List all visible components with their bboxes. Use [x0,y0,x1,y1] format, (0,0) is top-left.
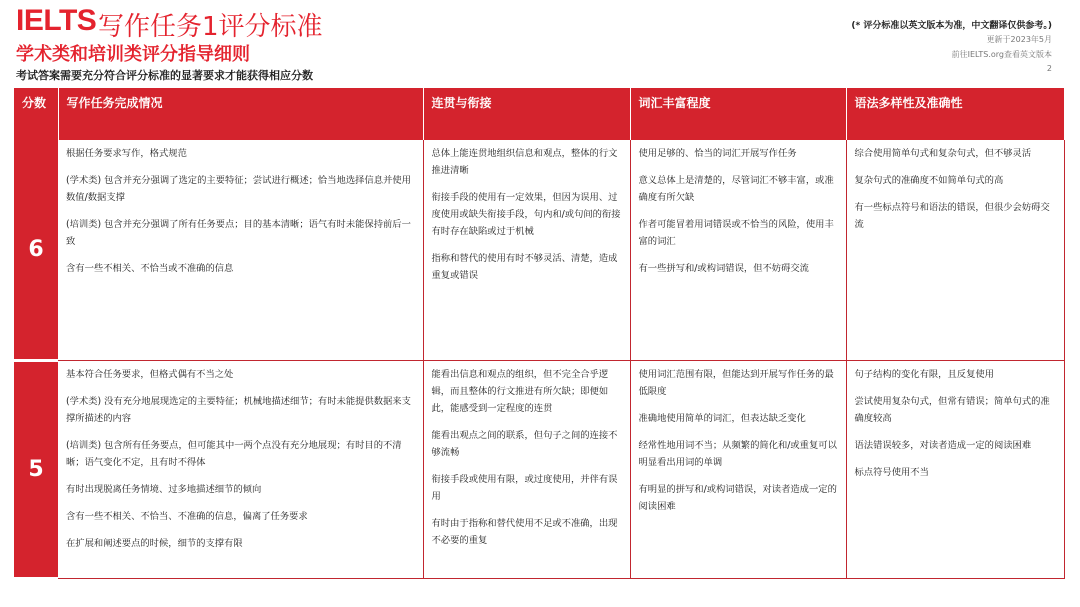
descriptor: 经常性地用词不当；从频繁的简化和/或重复可以明显看出用词的单调 [638,440,837,468]
lexical-cell [630,361,846,579]
column-header-grammar: 语法多样性及准确性 [846,88,1064,140]
table-header-row [14,88,1064,140]
descriptor: 基本符合任务要求，但格式偶有不当之处 [66,369,234,380]
band-score: 6 [14,140,58,361]
descriptor: (学术类) 没有充分地展现选定的主要特征；机械地描述细节；有时未能提供数据来支撑所描述的内容 [66,396,411,424]
descriptor: (培训类) 包含所有任务要点，但可能其中一两个点没有充分地展现；有时目的不清晰；语气变化不定，且有时不得体 [66,440,402,468]
descriptor: 作者可能冒着用词错误或不恰当的风险，使用丰富的词汇 [638,219,834,247]
table-row-band-6 [14,140,1064,361]
descriptor: 尝试使用复杂句式，但常有错误；简单句式的准确度较高 [854,396,1050,424]
descriptor: 使用词汇范围有限，但能达到开展写作任务的最低限度 [638,369,834,397]
criteria-table [14,88,1065,580]
task-cell [58,361,423,579]
descriptor: 语法错误较多，对读者造成一定的阅读困难 [854,440,1032,451]
descriptor: 含有一些不相关、不恰当或不准确的信息 [66,263,234,274]
descriptor: (学术类) 包含并充分强调了选定的主要特征；尝试进行概述；恰当地选择信息并使用数值/数据支撑 [66,175,411,203]
descriptor: 有时由于指称和替代使用不足或不准确，出现不必要的重复 [431,518,618,546]
descriptor: 有时出现脱离任务情境、过多地描述细节的倾向 [66,484,262,495]
descriptor: 标点符号使用不当 [854,467,929,478]
grammar-cell [846,140,1064,361]
descriptor: 复杂句式的准确度不如简单句式的高 [854,175,1004,186]
band-score: 5 [14,361,58,579]
page-description: 考试答案需要充分符合评分标准的显著要求才能获得相应分数 [16,69,313,82]
page-header [0,0,1080,92]
task-cell [58,140,423,361]
descriptor: 句子结构的变化有限，且反复使用 [854,369,994,380]
descriptor: 有一些标点符号和语法的错误，但很少会妨碍交流 [854,202,1050,230]
column-header-score: 分数 [14,88,58,140]
page-number: 2 [1046,64,1052,73]
descriptor: (培训类) 包含并充分强调了所有任务要点；目的基本清晰；语气有时未能保持前后一致 [66,219,411,247]
lexical-cell [630,140,846,361]
descriptor: 总体上能连贯地组织信息和观点，整体的行文推进清晰 [431,148,618,176]
descriptor: 使用足够的、恰当的词汇开展写作任务 [638,148,797,159]
grammar-cell [846,361,1064,579]
descriptor: 能看出信息和观点的组织，但不完全合乎逻辑，而且整体的行文推进有所欠缺；即便如此，能感受到一定程度的连贯 [431,369,609,414]
descriptor: 能看出观点之间的联系，但句子之间的连接不够流畅 [431,430,618,458]
descriptor: 在扩展和阐述要点的时候，细节的支撑有限 [66,538,243,549]
ielts-logo: IELTS [16,4,97,37]
descriptor: 衔接手段或使用有限，或过度使用，并伴有误用 [431,474,618,502]
updated-date: 更新于2023年5月 [986,35,1052,44]
coherence-cell [423,140,630,361]
descriptor: 准确地使用简单的词汇，但表达缺乏变化 [638,413,806,424]
column-header-task: 写作任务完成情况 [58,88,423,140]
descriptor: 衔接手段的使用有一定效果，但因为误用、过度使用或缺失衔接手段，句内和/或句间的衔接有时存在缺陷或过于机械 [431,192,621,237]
column-header-coherence: 连贯与衔接 [423,88,630,140]
descriptor: 含有一些不相关、不恰当、不准确的信息，偏离了任务要求 [66,511,308,522]
descriptor: 指称和替代的使用有时不够灵活、清楚，造成重复或错误 [431,253,618,281]
table-row-band-5 [14,361,1064,579]
descriptor: 综合使用简单句式和复杂句式，但不够灵活 [854,148,1032,159]
descriptor: 意义总体上是清楚的，尽管词汇不够丰富，或准确度有所欠缺 [638,175,834,203]
descriptor: 根据任务要求写作，格式规范 [66,148,187,159]
descriptor: 有明显的拼写和/或构词错误，对读者造成一定的阅读困难 [638,484,837,512]
page-title: 写作任务1评分标准 [98,12,323,42]
english-version-link[interactable]: 前往IELTS.org查看英文版本 [951,50,1052,59]
column-header-lexical: 词汇丰富程度 [630,88,846,140]
translation-note: (* 评分标准以英文版本为准，中文翻译仅供参考。) [851,21,1052,31]
coherence-cell [423,361,630,579]
descriptor: 有一些拼写和/或构词错误，但不妨碍交流 [638,263,809,274]
page-subtitle: 学术类和培训类评分指导细则 [16,44,250,65]
